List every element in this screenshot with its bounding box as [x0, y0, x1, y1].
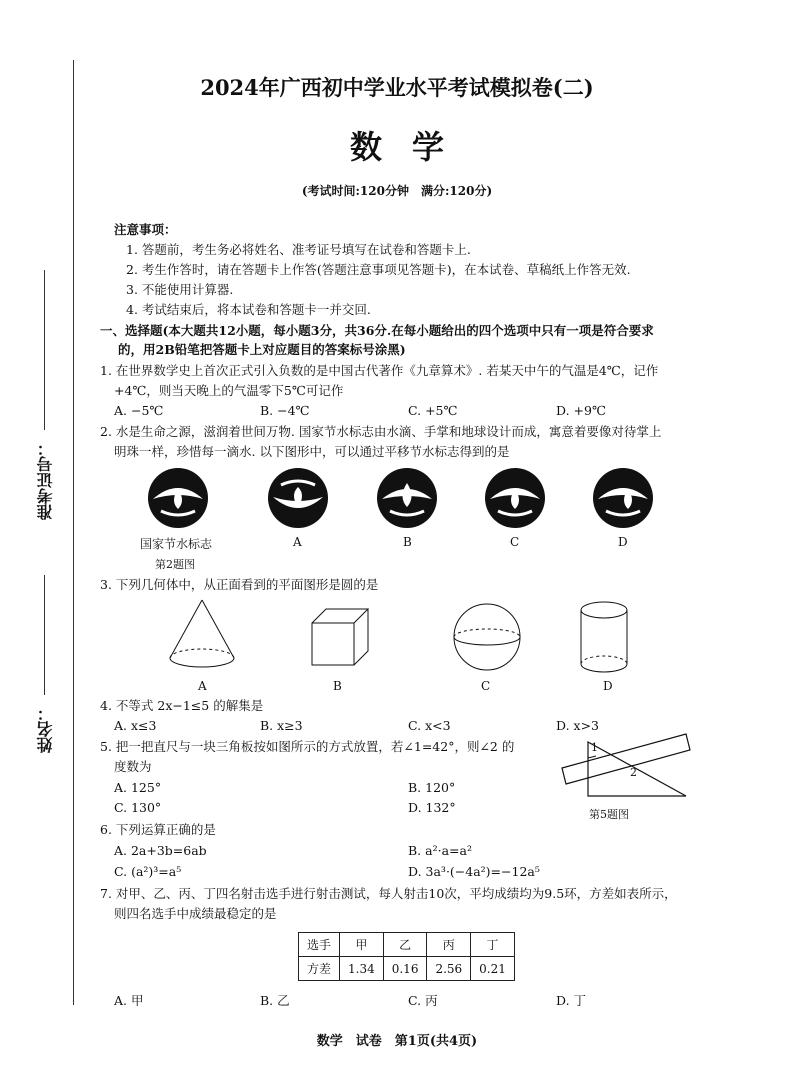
q2-label-original: 国家节水标志: [140, 537, 213, 551]
section-heading: 一、选择题(本大题共12小题，每小题3分，共36分.在每小题给出的四个选项中只有一项是符合要求: [100, 323, 654, 338]
q6-option-a[interactable]: A. 2a+3b=6ab: [114, 843, 207, 858]
angle-2-label: 2: [630, 766, 637, 779]
ruler-triangle-figure: [560, 728, 692, 800]
q5-option-b[interactable]: B. 120°: [408, 780, 456, 795]
q7-stem-cont: 则四名选手中成绩最稳定的是: [114, 906, 277, 921]
name-label: 姓名：: [36, 705, 55, 753]
subject-title: 数学: [349, 128, 474, 166]
table-cell: 0.16: [383, 957, 427, 981]
q1-option-c[interactable]: C. +5℃: [408, 403, 458, 418]
q3-label-c: C: [481, 679, 491, 693]
notes-heading: 注意事项：: [114, 222, 177, 237]
q1-stem: 1. 在世界数学史上首次正式引入负数的是中国古代著作《九章算术》. 若某天中午的气温是4℃，记作: [100, 363, 659, 378]
q4-option-c[interactable]: C. x<3: [408, 718, 451, 733]
binding-line: [73, 60, 74, 1005]
q6-option-d[interactable]: D. 3a³·(−4a²)=−12a⁵: [408, 864, 540, 879]
q5-option-c[interactable]: C. 130°: [114, 800, 162, 815]
water-logo-option-a-icon[interactable]: [267, 467, 329, 529]
q3-label-d: D: [603, 679, 613, 693]
q1-option-b[interactable]: B. −4℃: [260, 403, 310, 418]
note-item: 4. 考试结束后，将本试卷和答题卡一并交回.: [126, 302, 371, 317]
q6-option-c[interactable]: C. (a²)³=a⁵: [114, 864, 182, 879]
exam-id-blank[interactable]: [44, 270, 45, 430]
note-item: 3. 不能使用计算器.: [126, 282, 234, 297]
q5-option-d[interactable]: D. 132°: [408, 800, 456, 815]
sphere-icon[interactable]: [452, 602, 522, 672]
cylinder-icon[interactable]: [579, 600, 629, 674]
q4-option-a[interactable]: A. x≤3: [114, 718, 157, 733]
q5-option-a[interactable]: A. 125°: [114, 780, 162, 795]
q5-stem: 5. 把一把直尺与一块三角板按如图所示的方式放置，若∠1=42°，则∠2 的: [100, 739, 515, 754]
angle-1-label: 1: [591, 741, 598, 754]
water-logo-option-c-icon[interactable]: [484, 467, 546, 529]
q6-option-b[interactable]: B. a²·a=a²: [408, 843, 472, 858]
table-cell: 甲: [340, 933, 384, 957]
q4-option-b[interactable]: B. x≥3: [260, 718, 303, 733]
water-logo-original-icon: [147, 467, 209, 529]
table-cell: 方差: [299, 957, 340, 981]
q6-stem: 6. 下列运算正确的是: [100, 822, 216, 837]
q7-option-c[interactable]: C. 丙: [408, 993, 438, 1008]
q2-label-a: A: [293, 535, 302, 549]
table-cell: 丁: [471, 933, 515, 957]
q7-option-d[interactable]: D. 丁: [556, 993, 587, 1008]
exam-title: 2024年广西初中学业水平考试模拟卷(二): [200, 75, 594, 100]
q1-option-d[interactable]: D. +9℃: [556, 403, 606, 418]
table-row: [299, 933, 515, 957]
water-logo-option-b-icon[interactable]: [376, 467, 438, 529]
name-blank[interactable]: [44, 575, 45, 695]
q2-caption: 第2题图: [155, 558, 195, 571]
q3-label-a: A: [198, 679, 207, 693]
table-cell: 2.56: [427, 957, 471, 981]
q2-label-b: B: [403, 535, 412, 549]
water-logo-option-d-icon[interactable]: [592, 467, 654, 529]
q1-option-a[interactable]: A. −5℃: [114, 403, 164, 418]
q1-stem-cont: +4℃，则当天晚上的气温零下5℃可记作: [114, 383, 344, 398]
table-row: [299, 957, 515, 981]
q2-label-d: D: [618, 535, 628, 549]
q7-stem: 7. 对甲、乙、丙、丁四名射击选手进行射击测试，每人射击10次，平均成绩均为9.5环，方差如表所示，: [100, 886, 677, 901]
note-item: 2. 考生作答时，请在答题卡上作答(答题注意事项见答题卡)，在本试卷、草稿纸上作答无效.: [126, 262, 631, 277]
q5-stem-cont: 度数为: [114, 759, 152, 774]
note-item: 1. 答题前，考生务必将姓名、准考证号填写在试卷和答题卡上.: [126, 242, 471, 257]
exam-id-label: 准考证号：: [36, 440, 55, 520]
table-cell: 0.21: [471, 957, 515, 981]
table-cell: 丙: [427, 933, 471, 957]
table-cell: 乙: [383, 933, 427, 957]
section-heading-cont: 的，用2B铅笔把答题卡上对应题目的答案标号涂黑): [118, 342, 406, 357]
q7-option-a[interactable]: A. 甲: [114, 993, 144, 1008]
q2-stem: 2. 水是生命之源，滋润着世间万物. 国家节水标志由水滴、手掌和地球设计而成，寓意着要像对待掌上: [100, 424, 662, 439]
table-cell: 选手: [299, 933, 340, 957]
q4-option-d[interactable]: D. x>3: [556, 718, 599, 733]
cone-icon[interactable]: [168, 598, 236, 670]
variance-table: [298, 932, 515, 981]
q4-stem: 4. 不等式 2x−1≤5 的解集是: [100, 698, 264, 713]
q5-caption: 第5题图: [589, 808, 629, 821]
q3-label-b: B: [333, 679, 342, 693]
q3-stem: 3. 下列几何体中，从正面看到的平面图形是圆的是: [100, 577, 379, 592]
q2-stem-cont: 明珠一样，珍惜每一滴水. 以下图形中，可以通过平移节水标志得到的是: [114, 444, 510, 459]
q2-label-c: C: [510, 535, 520, 549]
q7-option-b[interactable]: B. 乙: [260, 993, 290, 1008]
exam-time: (考试时间:120分钟 满分:120分): [301, 184, 493, 198]
table-cell: 1.34: [340, 957, 384, 981]
page-footer: 数学 试卷 第1页(共4页): [316, 1034, 478, 1049]
cube-icon[interactable]: [310, 607, 370, 667]
